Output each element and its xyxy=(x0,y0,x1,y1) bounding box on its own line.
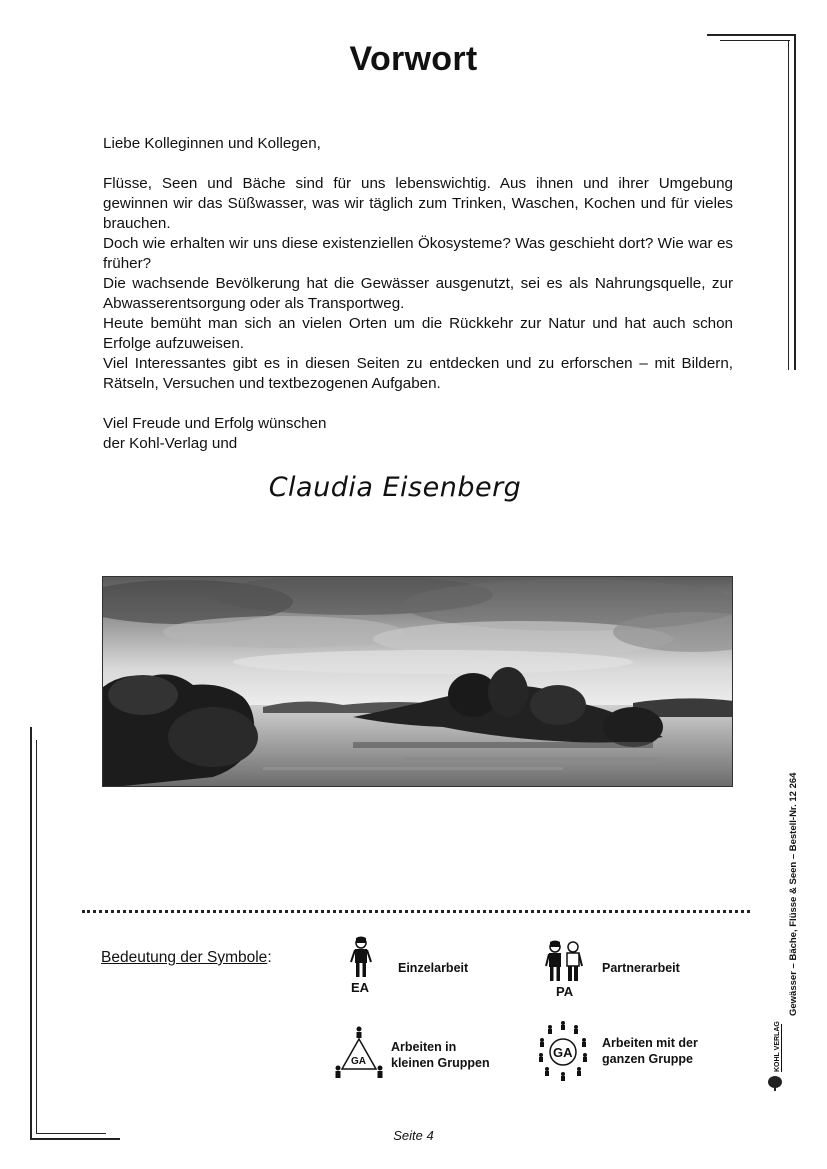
small-group-triangle-icon xyxy=(334,1025,384,1079)
page-number: Seite 4 xyxy=(393,1128,434,1143)
greeting: Liebe Kolleginnen und Kollegen, xyxy=(103,135,321,152)
page-title: Vorwort xyxy=(349,40,478,78)
label-small-groups-line-1: Arbeiten in xyxy=(391,1040,457,1054)
label-whole-group xyxy=(602,1035,698,1067)
frame-top-right-horizontal xyxy=(707,34,795,36)
code-ga-whole: GA xyxy=(553,1045,573,1060)
frame-right-vertical-inner xyxy=(788,40,789,370)
code-pa: PA xyxy=(556,984,574,999)
paragraph-5: Viel Interessantes gibt es in diesen Seiten zu entdecken und zu erforschen – mit Bildern, Rätseln, Versuchen und textbezogenen Aufgaben. xyxy=(103,355,733,392)
label-whole-group-line-1: Arbeiten mit der xyxy=(602,1036,698,1050)
code-ga-small: GA xyxy=(351,1056,366,1067)
signature: Claudia Eisenberg xyxy=(268,472,522,503)
foreword-text xyxy=(103,134,733,454)
closing-line-1: Viel Freude und Erfolg wünschen xyxy=(103,415,327,432)
kohl-verlag-logo xyxy=(766,1020,788,1092)
frame-left-vertical xyxy=(30,727,32,1140)
label-einzelarbeit: Einzelarbeit xyxy=(398,961,469,975)
logo-text: KOHL VERLAG xyxy=(774,1021,781,1072)
paragraph-2: Doch wie erhalten wir uns diese existenziellen Ökosysteme? Was geschieht dort? Wie war es früher? xyxy=(103,235,733,272)
legend-heading-colon: : xyxy=(267,949,272,966)
paragraph-4: Heute bemüht man sich an vielen Orten um die Rückkehr zur Natur und hat auch schon Erfolge aufzuweisen. xyxy=(103,315,733,352)
closing-line-2: der Kohl-Verlag und xyxy=(103,435,238,452)
label-small-groups xyxy=(391,1039,490,1071)
single-person-icon xyxy=(350,936,372,980)
section-divider xyxy=(82,910,750,913)
frame-right-vertical xyxy=(794,34,796,370)
label-partnerarbeit: Partnerarbeit xyxy=(602,961,680,975)
paragraph-1: Flüsse, Seen und Bäche sind für uns lebenswichtig. Aus ihnen und ihrer Umgebung gewinnen wir das Süßwasser, was wir täglich zum Trinken, Waschen, Kochen und für vieles brauchen. xyxy=(103,175,733,232)
code-ea: EA xyxy=(351,980,370,995)
label-whole-group-line-2: ganzen Gruppe xyxy=(602,1052,693,1066)
legend-heading-text: Bedeutung der Symbole xyxy=(101,949,268,966)
sidebar-order-info: Gewässer – Bäche, Flüsse & Seen – Bestell-Nr. 12 264 xyxy=(788,772,799,1016)
paragraph-3: Die wachsende Bevölkerung hat die Gewässer ausgenutzt, sei es als Nahrungsquelle, zur Abwasserentsorgung oder als Transportweg. xyxy=(103,275,733,312)
legend-heading xyxy=(101,949,272,967)
two-persons-icon xyxy=(545,940,583,984)
river-landscape-photo xyxy=(102,576,733,787)
frame-left-vertical-inner xyxy=(36,740,37,1134)
label-small-groups-line-2: kleinen Gruppen xyxy=(391,1056,490,1070)
